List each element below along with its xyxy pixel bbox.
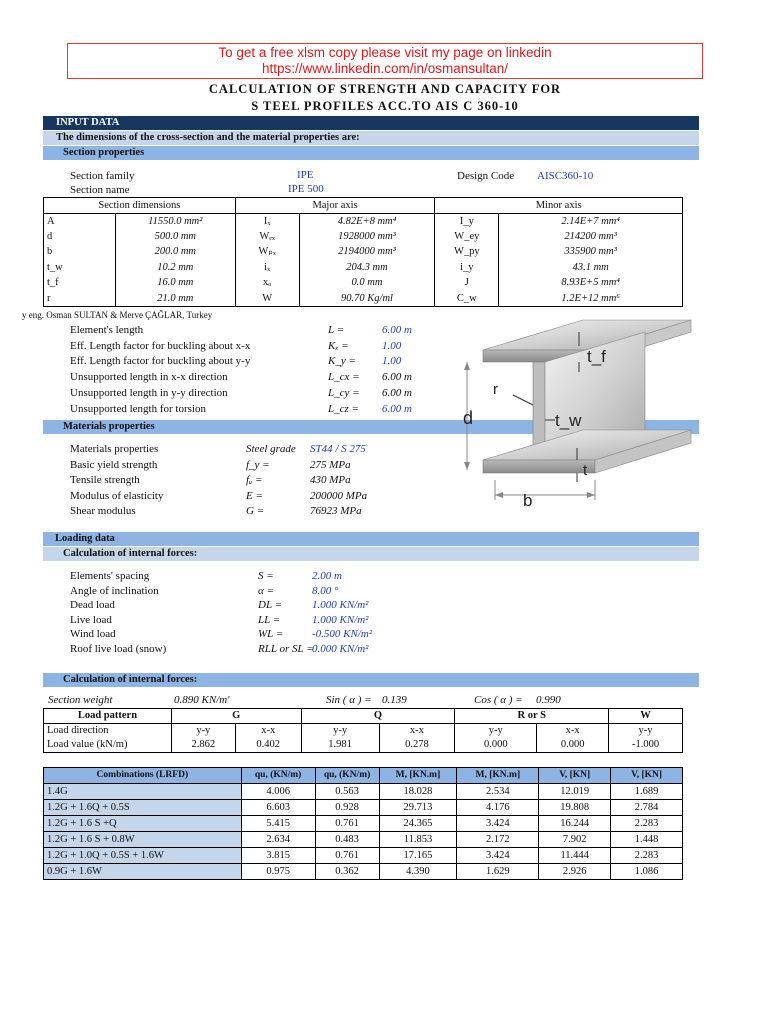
design-code-value: AISC360-10 bbox=[537, 170, 594, 182]
dims-header-row bbox=[44, 198, 683, 214]
lengths-value: 1.00 bbox=[382, 339, 402, 352]
combinations-header-row bbox=[44, 768, 683, 784]
dims-value: 1928000 mm³ bbox=[299, 229, 435, 245]
combo-value: 2.283 bbox=[611, 816, 683, 832]
dims-value: 214200 mm³ bbox=[499, 229, 683, 245]
notice-line-1: To get a free xlsm copy please visit my page on linkedin bbox=[218, 45, 552, 60]
combo-header-cell: Combinations (LRFD) bbox=[44, 768, 242, 784]
dims-value: 2.14E+7 mm⁴ bbox=[499, 213, 683, 229]
combo-row bbox=[44, 832, 683, 848]
dims-value: 2194000 mm³ bbox=[299, 244, 435, 260]
dims-row bbox=[44, 260, 683, 276]
combo-row bbox=[44, 784, 683, 800]
load-direction-cell: x-x bbox=[235, 723, 301, 738]
loading-symbol: WL = bbox=[258, 628, 284, 641]
combo-value: 17.165 bbox=[379, 848, 457, 864]
dims-symbol: J bbox=[435, 275, 499, 291]
materials-bar: Materials properties bbox=[43, 420, 699, 434]
lengths-symbol: L_cz = bbox=[328, 402, 359, 415]
combo-name: 1.4G bbox=[44, 784, 242, 800]
combo-value: 29.713 bbox=[379, 800, 457, 816]
lengths-symbol: L = bbox=[328, 324, 345, 336]
materials-value: 430 MPa bbox=[310, 474, 351, 486]
loading-value: 2.00 m bbox=[312, 570, 342, 582]
dims-symbol: W bbox=[235, 291, 299, 307]
load-direction-cell: y-y bbox=[609, 723, 683, 738]
dims-value: 10.2 mm bbox=[115, 260, 235, 276]
load-value-cell: 0.278 bbox=[379, 738, 455, 753]
section-dimensions-table bbox=[43, 197, 683, 307]
dims-symbol: I_y bbox=[435, 213, 499, 229]
combo-value: 11.444 bbox=[539, 848, 611, 864]
lengths-value: 6.00 m bbox=[382, 402, 412, 415]
lengths-value: 6.00 m bbox=[382, 386, 412, 399]
label-tw: t_w bbox=[555, 411, 582, 430]
dims-value: 200.0 mm bbox=[115, 244, 235, 260]
combo-value: 0.362 bbox=[315, 864, 379, 880]
combo-value: 1.689 bbox=[611, 784, 683, 800]
dims-value: 204.3 mm bbox=[299, 260, 435, 276]
combo-value: 4.006 bbox=[241, 784, 315, 800]
loading-symbol: LL = bbox=[258, 613, 281, 626]
loading-label: Elements' spacing bbox=[70, 570, 150, 582]
lengths-label: Unsupported length for torsion bbox=[70, 402, 206, 415]
pattern-r-or-s: R or S bbox=[455, 709, 609, 724]
materials-symbol: f_y = bbox=[246, 458, 270, 471]
loading-label: Live load bbox=[70, 613, 112, 626]
cos-value: 0.990 bbox=[536, 694, 561, 706]
combo-header-cell: M, [KN.m] bbox=[379, 768, 457, 784]
lengths-label: Unsupported length in y-y direction bbox=[70, 386, 228, 399]
combo-value: 0.761 bbox=[315, 816, 379, 832]
loading-value: 8.00 ° bbox=[312, 584, 339, 597]
load-value-cell: -1.000 bbox=[609, 738, 683, 753]
combo-header-cell: M, [KN.m] bbox=[457, 768, 539, 784]
combo-row bbox=[44, 864, 683, 880]
load-direction-label: Load direction bbox=[44, 723, 172, 738]
materials-label: Modulus of elasticity bbox=[70, 489, 164, 502]
combinations-body bbox=[44, 784, 683, 880]
dims-symbol: A bbox=[44, 213, 116, 229]
load-value-cell: 0.402 bbox=[235, 738, 301, 753]
materials-value: 275 MPa bbox=[310, 458, 351, 471]
label-b: b bbox=[523, 491, 533, 510]
dims-body bbox=[44, 213, 683, 306]
dims-value: 21.0 mm bbox=[115, 291, 235, 307]
i-beam-drawing bbox=[455, 310, 699, 512]
internal-forces-bar-1: Calculation of internal forces: bbox=[43, 547, 699, 561]
lengths-value: 1.00 bbox=[382, 355, 402, 368]
section-family-label: Section family bbox=[70, 170, 135, 182]
lengths-label: Element's length bbox=[70, 324, 144, 336]
combo-value: 4.390 bbox=[379, 864, 457, 880]
dims-value: 0.0 mm bbox=[299, 275, 435, 291]
dims-intro-bar: The dimensions of the cross-section and the material properties are: bbox=[43, 131, 699, 145]
dims-value: 500.0 mm bbox=[115, 229, 235, 245]
linkedin-notice[interactable] bbox=[67, 43, 703, 79]
combo-value: 0.761 bbox=[315, 848, 379, 864]
dims-symbol: t_w bbox=[44, 260, 116, 276]
combo-value: 7.902 bbox=[539, 832, 611, 848]
load-value-cell: 0.000 bbox=[455, 738, 537, 753]
load-direction-cell: x-x bbox=[379, 723, 455, 738]
section-name-label: Section name bbox=[70, 184, 130, 196]
sin-label: Sin ( α ) = bbox=[326, 694, 372, 706]
notice-link[interactable]: https://www.linkedin.com/in/osmansultan/ bbox=[261, 61, 509, 76]
combo-value: 11.853 bbox=[379, 832, 457, 848]
lengths-symbol: L_cx = bbox=[328, 371, 360, 384]
loading-label: Wind load bbox=[70, 628, 116, 641]
dims-symbol: Iₓ bbox=[235, 213, 299, 229]
sin-value: 0.139 bbox=[382, 694, 407, 706]
load-direction-row bbox=[44, 723, 683, 738]
combinations-table bbox=[43, 767, 683, 880]
section-weight-value: 0.890 KN/m' bbox=[174, 694, 230, 706]
dims-symbol: t_f bbox=[44, 275, 116, 291]
load-pattern-row bbox=[44, 709, 683, 724]
loading-value: 1.000 KN/m² bbox=[312, 613, 369, 626]
dims-value: 8.93E+5 mm⁴ bbox=[499, 275, 683, 291]
dims-value: 16.0 mm bbox=[115, 275, 235, 291]
pattern-w: W bbox=[609, 709, 683, 724]
combo-value: 1.448 bbox=[611, 832, 683, 848]
dims-row bbox=[44, 213, 683, 229]
combo-name: 1.2G + 1.6 S + 0.8W bbox=[44, 832, 242, 848]
dims-row bbox=[44, 291, 683, 307]
dims-value: 11550.0 mm² bbox=[115, 213, 235, 229]
lengths-symbol: L_cy = bbox=[328, 386, 360, 399]
combo-value: 19.808 bbox=[539, 800, 611, 816]
load-value-row bbox=[44, 738, 683, 753]
section-family-value: IPE bbox=[297, 169, 314, 181]
loading-label: Angle of inclination bbox=[70, 584, 159, 597]
cos-label: Cos ( α ) = bbox=[474, 694, 523, 706]
label-r: r bbox=[493, 381, 498, 398]
dims-symbol: i_y bbox=[435, 260, 499, 276]
materials-value: 200000 MPa bbox=[310, 489, 368, 502]
dims-row bbox=[44, 275, 683, 291]
page-title-line-2: S TEEL PROFILES ACC.TO AIS C 360-10 bbox=[251, 99, 519, 113]
combo-value: 2.534 bbox=[457, 784, 539, 800]
combo-value: 2.172 bbox=[457, 832, 539, 848]
combo-value: 16.244 bbox=[539, 816, 611, 832]
load-value-cell: 1.981 bbox=[301, 738, 379, 753]
dims-value: 1.2E+12 mm⁶ bbox=[499, 291, 683, 307]
loading-value: 1.000 KN/m² bbox=[312, 599, 369, 612]
combo-name: 1.2G + 1.6Q + 0.5S bbox=[44, 800, 242, 816]
pattern-g: G bbox=[171, 709, 301, 724]
combo-header-cell: qu, (KN/m) bbox=[315, 768, 379, 784]
dims-header-major: Major axis bbox=[235, 198, 435, 214]
dims-symbol: d bbox=[44, 229, 116, 245]
materials-label: Tensile strength bbox=[70, 474, 140, 486]
combo-value: 1.086 bbox=[611, 864, 683, 880]
label-d: d bbox=[463, 408, 474, 428]
combo-value: 1.629 bbox=[457, 864, 539, 880]
combo-value: 5.415 bbox=[241, 816, 315, 832]
dims-header-section: Section dimensions bbox=[44, 198, 236, 214]
combo-value: 0.563 bbox=[315, 784, 379, 800]
loading-label: Roof live load (snow) bbox=[70, 643, 167, 655]
materials-value: 76923 MPa bbox=[310, 505, 362, 517]
materials-symbol: fᵤ = bbox=[246, 474, 263, 486]
page-title-line-1: CALCULATION OF STRENGTH AND CAPACITY FOR bbox=[208, 82, 562, 96]
loading-symbol: α = bbox=[258, 584, 274, 597]
combo-header-cell: qu, (KN/m) bbox=[241, 768, 315, 784]
dims-symbol: C_w bbox=[435, 291, 499, 307]
dims-value: 335900 mm³ bbox=[499, 244, 683, 260]
dims-row bbox=[44, 244, 683, 260]
materials-label: Materials properties bbox=[70, 443, 159, 455]
materials-symbol: G = bbox=[246, 505, 265, 517]
load-direction-cell: y-y bbox=[301, 723, 379, 738]
combo-value: 24.365 bbox=[379, 816, 457, 832]
combo-value: 3.424 bbox=[457, 848, 539, 864]
combo-value: 3.424 bbox=[457, 816, 539, 832]
dims-row bbox=[44, 229, 683, 245]
lengths-value: 6.00 m bbox=[382, 324, 412, 336]
loading-symbol: RLL or SL = bbox=[258, 643, 314, 655]
load-value-label: Load value (kN/m) bbox=[44, 738, 172, 753]
combo-value: 6.603 bbox=[241, 800, 315, 816]
combo-value: 0.928 bbox=[315, 800, 379, 816]
author-credit: y eng. Osman SULTAN & Merve ÇAĞLAR, Turkey bbox=[22, 310, 213, 320]
loading-value: 0.000 KN/m² bbox=[312, 643, 369, 655]
i-beam-figure bbox=[455, 310, 699, 512]
dims-symbol: b bbox=[44, 244, 116, 260]
dims-value: 43.1 mm bbox=[499, 260, 683, 276]
combo-value: 18.028 bbox=[379, 784, 457, 800]
section-properties-bar: Section properties bbox=[43, 146, 699, 160]
lengths-symbol: Kₓ = bbox=[328, 339, 349, 352]
materials-label: Basic yield strength bbox=[70, 458, 158, 471]
dims-value: 90.70 Kg/ml bbox=[299, 291, 435, 307]
pattern-q: Q bbox=[301, 709, 455, 724]
combo-header-cell: V, [KN] bbox=[611, 768, 683, 784]
combo-row bbox=[44, 848, 683, 864]
lengths-label: Eff. Length factor for buckling about x-x bbox=[70, 339, 251, 352]
combo-value: 3.815 bbox=[241, 848, 315, 864]
internal-forces-bar-2: Calculation of internal forces: bbox=[43, 673, 699, 687]
combo-value: 4.176 bbox=[457, 800, 539, 816]
dims-symbol: r bbox=[44, 291, 116, 307]
materials-label: Shear modulus bbox=[70, 505, 136, 517]
combo-header-cell: V, [KN] bbox=[539, 768, 611, 784]
loading-data-bar: Loading data bbox=[43, 532, 699, 546]
dims-symbol: Wₑₓ bbox=[235, 229, 299, 245]
load-direction-cell: y-y bbox=[455, 723, 537, 738]
dims-symbol: xₒ bbox=[235, 275, 299, 291]
label-t: t bbox=[583, 462, 588, 479]
materials-value: ST44 / S 275 bbox=[310, 443, 366, 455]
loading-symbol: S = bbox=[258, 570, 274, 582]
lengths-value: 6.00 m bbox=[382, 371, 412, 384]
combo-value: 2.634 bbox=[241, 832, 315, 848]
combo-row bbox=[44, 816, 683, 832]
lengths-label: Eff. Length factor for buckling about y-y bbox=[70, 355, 251, 368]
label-tf: t_f bbox=[587, 347, 606, 366]
input-data-bar: INPUT DATA bbox=[43, 116, 699, 130]
section-name-value: IPE 500 bbox=[288, 183, 324, 195]
design-code-label: Design Code bbox=[457, 170, 515, 182]
materials-symbol: E = bbox=[246, 489, 263, 502]
combo-value: 2.784 bbox=[611, 800, 683, 816]
load-direction-cell: y-y bbox=[171, 723, 235, 738]
loading-symbol: DL = bbox=[258, 599, 283, 612]
dims-symbol: Wₚₓ bbox=[235, 244, 299, 260]
dims-symbol: W_py bbox=[435, 244, 499, 260]
combo-value: 0.975 bbox=[241, 864, 315, 880]
loading-label: Dead load bbox=[70, 599, 115, 612]
lengths-symbol: K_y = bbox=[328, 355, 356, 368]
load-value-cell: 0.000 bbox=[537, 738, 609, 753]
load-pattern-table bbox=[43, 708, 683, 753]
dims-symbol: W_ey bbox=[435, 229, 499, 245]
lengths-label: Unsupported length in x-x direction bbox=[70, 371, 228, 384]
loading-value: -0.500 KN/m² bbox=[312, 628, 373, 641]
combo-name: 0.9G + 1.6W bbox=[44, 864, 242, 880]
section-weight-label: Section weight bbox=[48, 694, 113, 706]
combo-value: 0.483 bbox=[315, 832, 379, 848]
dims-header-minor: Minor axis bbox=[435, 198, 683, 214]
materials-symbol: Steel grade bbox=[246, 443, 296, 455]
combo-name: 1.2G + 1.6 S +Q bbox=[44, 816, 242, 832]
load-value-cell: 2.862 bbox=[171, 738, 235, 753]
load-pattern-label: Load pattern bbox=[44, 709, 172, 724]
combo-name: 1.2G + 1.0Q + 0.5S + 1.6W bbox=[44, 848, 242, 864]
combo-value: 2.926 bbox=[539, 864, 611, 880]
combo-row bbox=[44, 800, 683, 816]
dims-value: 4.82E+8 mm⁴ bbox=[299, 213, 435, 229]
load-direction-cell: x-x bbox=[537, 723, 609, 738]
combo-value: 12.019 bbox=[539, 784, 611, 800]
dims-symbol: iₓ bbox=[235, 260, 299, 276]
combo-value: 2.283 bbox=[611, 848, 683, 864]
